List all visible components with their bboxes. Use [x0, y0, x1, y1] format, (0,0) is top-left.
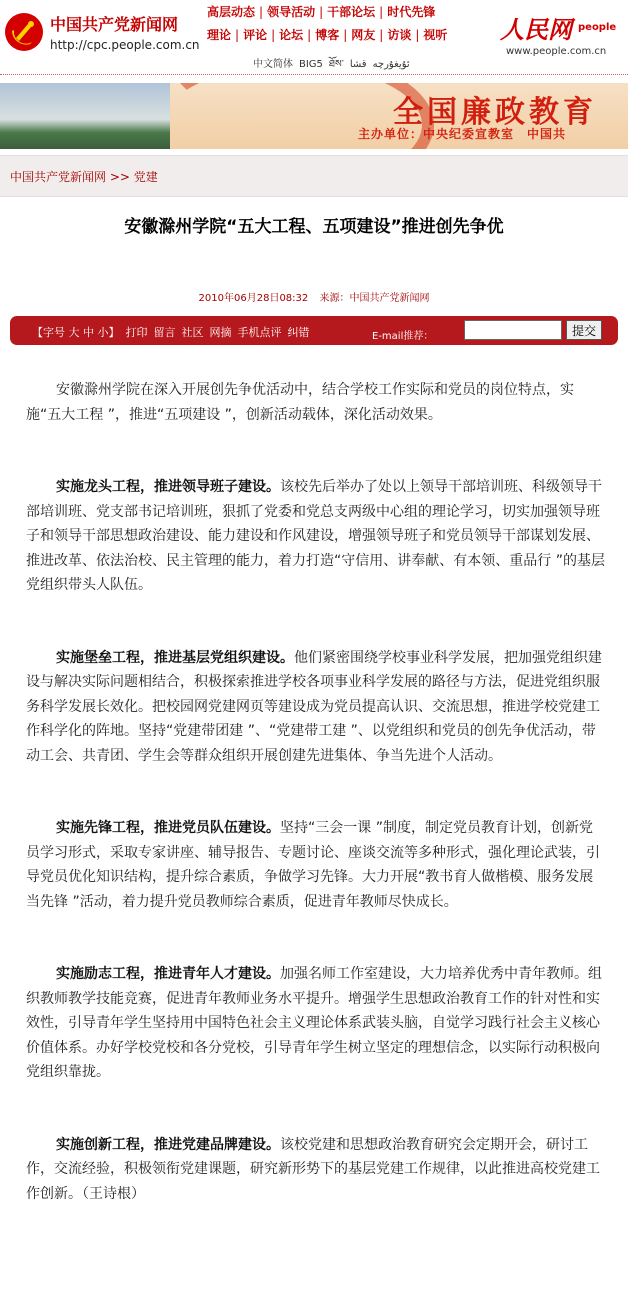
party-emblem-icon[interactable]	[4, 12, 44, 52]
nav-item[interactable]: 时代先锋	[387, 5, 436, 19]
article-source[interactable]: 来源：中国共产党新闻网	[319, 293, 430, 304]
bookmark-link[interactable]: 网摘	[209, 326, 232, 339]
site-url[interactable]: http://cpc.people.com.cn	[50, 38, 200, 52]
lang-link[interactable]: ཐོས་	[328, 59, 344, 70]
nav-item[interactable]: 理论	[207, 28, 232, 42]
article-title: 安徽滁州学院“五大工程、五项建设”推进创先争优	[124, 217, 504, 237]
banner-ad[interactable]	[0, 83, 628, 149]
email-label: E-mail推荐：	[372, 331, 434, 342]
nav-item[interactable]: 视听	[423, 28, 448, 42]
article-paragraph: 实施创新工程，推进党建品牌建设。该校党建和思想政治教育研究会定期开会，研讨工作，交流经验，积极领衔党建课题，研究新形势下的基层党建工作规律，以此推进高校党建工作创新。（王诗根）	[26, 1136, 600, 1202]
lang-link[interactable]: 中文简体	[253, 59, 293, 70]
email-input[interactable]	[464, 320, 562, 340]
lang-link[interactable]: قشا	[349, 59, 367, 70]
paragraph-lead: 实施励志工程，推进青年人才建设。	[56, 966, 280, 982]
lang-link[interactable]: ئۇيغۇرچە	[372, 59, 410, 70]
article-toolbar	[10, 316, 618, 345]
mobile-comment-link[interactable]: 手机点评	[237, 326, 282, 339]
header-divider	[0, 74, 628, 75]
nav-item[interactable]: 干部论坛	[327, 5, 376, 19]
article-paragraph: 安徽滁州学院在深入开展创先争优活动中，结合学校工作实际和党员的岗位特点，实施“五大工程 ”，推进“五项建设 ”，创新活动载体，深化活动效果。	[26, 382, 574, 423]
people-logo-name: 人民网	[500, 15, 572, 44]
nav-item[interactable]: 博客	[315, 28, 340, 42]
paragraph-lead: 实施堡垒工程，推进基层党组织建设。	[56, 649, 294, 666]
top-nav	[203, 0, 493, 48]
banner-subtitle: 主办单位：中央纪委宣教室 中国共	[358, 127, 567, 141]
font-size-control[interactable]: 【字号 大 中 小】	[32, 326, 120, 339]
banner-photo	[0, 83, 170, 149]
nav-item[interactable]: 高层动态	[207, 5, 256, 19]
nav-item[interactable]: 评论	[243, 28, 268, 42]
article-paragraph: 实施堡垒工程，推进基层党组织建设。他们紧密围绕学校事业科学发展，把加强党组织建设与解决实际问题相结合，积极探索推进学校各项事业科学发展的路径与方法，促进党组织服务科学发展长效化。把校园网党建网页等建设成为党员提高认识、交流思想，推进学校党建工作科学化的阵地。坚持“党建带团建 ”、“党建带工建 ”、以党组织和党员的创先争优活动，带动工会、共青团、学生会等群众组织开展创建先进集体、争当先进个人活动。	[26, 649, 602, 764]
article-paragraph: 实施励志工程，推进青年人才建设。加强名师工作室建设，大力培养优秀中青年教师。组织教师教学技能竞赛，促进青年教师业务水平提升。增强学生思想政治教育工作的针对性和实效性，引导青年学生坚持用中国特色社会主义理论体系武装头脑，自觉学习践行社会主义核心价值体系。办好学校党校和各分党校，引导青年学生树立坚定的理想信念，以实际行动积极向党组织靠拢。	[26, 966, 602, 1080]
lang-link[interactable]: BIG5	[299, 59, 323, 70]
nav-row-2: 理论 | 评论 | 论坛 | 博客 | 网友 | 访谈 | 视听	[203, 26, 451, 48]
article-body	[26, 378, 606, 1254]
nav-item[interactable]: 领导活动	[267, 5, 316, 19]
breadcrumb-separator: >>	[109, 170, 130, 184]
breadcrumb-home[interactable]: 中国共产党新闻网	[10, 170, 107, 184]
language-links	[253, 53, 416, 81]
report-error-link[interactable]: 纠错	[287, 326, 310, 339]
article-paragraph: 实施龙头工程，推进领导班子建设。该校先后举办了处以上领导干部培训班、科级领导干部培训班、党支部书记培训班，狠抓了党委和党总支两级中心组的理论学习，切实加强领导班子和领导干部思想政治建设、能力建设和作风建设，增强领导班子和党员领导干部谋划发展、推进改革、依法治校、民主管理的能力，着力打造“守信用、讲奉献、有本领、重品行 ”的基层党组织带头人队伍。	[26, 479, 605, 593]
paragraph-lead: 实施龙头工程，推进领导班子建设。	[56, 479, 280, 495]
paragraph-lead: 实施先锋工程，推进党员队伍建设。	[56, 820, 280, 836]
site-name[interactable]: 中国共产党新闻网	[50, 15, 179, 34]
breadcrumb-section[interactable]: 党建	[133, 170, 158, 184]
nav-item[interactable]: 访谈	[387, 28, 412, 42]
nav-item[interactable]: 网友	[351, 28, 376, 42]
print-link[interactable]: 打印	[125, 326, 148, 339]
article-paragraph: 实施先锋工程，推进党员队伍建设。坚持“三会一课 ”制度，制定党员教育计划，创新党员学习形式，采取专家讲座、辅导报告、专题讨论、座谈交流等多种形式，强化理论武装，引导党员优化知识结构，提升综合素质，争做学习先锋。大力开展“教书育人做楷模、服务发展当先锋 ”活动，着力提升党员教师综合素质，促进青年教师尽快成长。	[26, 820, 600, 910]
paragraph-lead: 实施创新工程，推进党建品牌建设。	[56, 1136, 280, 1153]
community-link[interactable]: 社区	[181, 326, 204, 339]
nav-row-1: 高层动态 | 领导活动 | 干部论坛 | 时代先锋	[203, 3, 439, 25]
banner-title: 全国廉政教育	[393, 95, 597, 130]
breadcrumb	[0, 155, 628, 197]
site-header	[0, 0, 628, 80]
people-url: www.people.com.cn	[506, 46, 607, 57]
nav-item[interactable]: 论坛	[279, 28, 304, 42]
article-meta	[0, 289, 628, 304]
people-logo-brand: people	[578, 22, 617, 33]
people-logo[interactable]	[500, 10, 624, 66]
article-date: 2010年06月28日08:32	[198, 293, 309, 304]
comment-link[interactable]: 留言	[153, 326, 176, 339]
submit-button[interactable]: 提交	[566, 320, 602, 340]
